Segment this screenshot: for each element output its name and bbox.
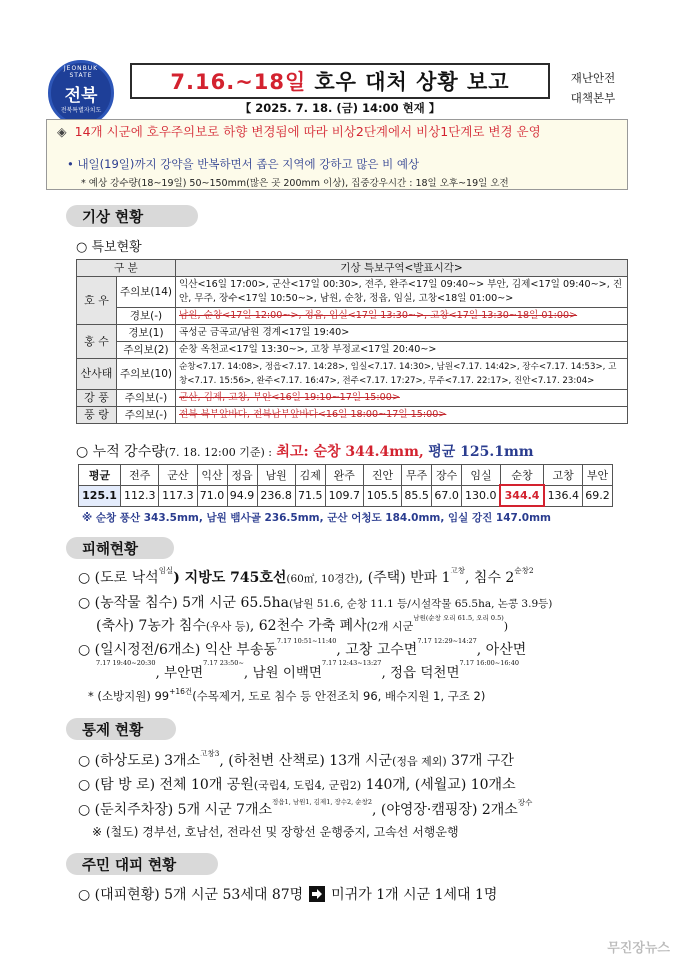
rainfall-time: (7. 18. 12:00 기준) : — [164, 446, 272, 459]
level-label: 주의보(-) — [117, 407, 176, 424]
damage-livestock-close: ) — [503, 620, 509, 633]
evac-not-returned: 미귀가 1개 시군 1세대 1명 — [331, 887, 498, 903]
warning-status-label: ○ 특보현황 — [76, 240, 142, 255]
outage-label: ○ (일시정전/6개소) 익산 부송동 — [78, 642, 277, 658]
control-line-parking — [78, 799, 532, 819]
table-row — [77, 390, 628, 407]
rainfall-header-cell: 임실 — [462, 465, 501, 486]
control-line-trail — [78, 774, 516, 794]
rainfall-value-cell: 71.0 — [197, 485, 227, 506]
table-row — [77, 308, 628, 325]
damage-livestock-death: , 62천수 가축 폐사 — [249, 618, 367, 634]
rainfall-header-cell: 순창 — [500, 465, 543, 486]
logo-main-text: 전북 — [64, 86, 98, 106]
rainfall-header-cell: 김제 — [295, 465, 325, 486]
agency-line-1: 재난안전 — [570, 71, 616, 85]
rainfall-table — [78, 464, 613, 507]
outage-gochang: , 고창 고수면 — [336, 642, 418, 658]
control-parks-count: 140개, (세월교) 10개소 — [361, 777, 516, 793]
control-riverbed-sup: 고창3 — [200, 749, 220, 758]
category-heavy-rain: 호 우 — [77, 277, 117, 325]
control-railway: ※ (철도) 경부선, 호남선, 전라선 및 장항선 운행중지, 고속선 서행운행 — [92, 825, 459, 839]
rainfall-lead: ○ 누적 강수량 — [76, 444, 165, 460]
title-date-range: 7.16.~18일 — [170, 70, 307, 94]
watermark: 무진장뉴스 — [607, 941, 670, 956]
rainfall-value-cell: 71.5 — [295, 485, 325, 506]
damage-house: , (주택) 반파 1 — [358, 570, 451, 586]
rainfall-header-cell: 완주 — [325, 465, 363, 486]
agency-name — [563, 68, 623, 108]
rainfall-note: ※ 순창 풍산 343.5mm, 남원 뱀사골 236.5mm, 군산 어청도 184.0mm, 임실 강진 147.0mm — [82, 512, 551, 524]
damage-livestock-detail: (우사 등) — [205, 620, 250, 633]
damage-road-detail: (60㎡, 10경간) — [286, 573, 359, 585]
damage-crops: ○ (농작물 침수) 5개 시군 65.5ha — [78, 595, 290, 611]
rainfall-header-cell: 부안 — [582, 465, 612, 486]
level-label: 주의보(-) — [117, 390, 176, 407]
rainfall-avg: 평균 125.1mm — [428, 444, 534, 460]
evac-status: ○ (대피현황) 5개 시군 53세대 87명 — [78, 887, 304, 903]
section-control: 통제 현황 — [66, 718, 176, 740]
table-row — [77, 342, 628, 359]
category-wave: 풍 랑 — [77, 407, 117, 424]
rainfall-header-row — [79, 465, 613, 486]
outage-buan: , 부안면 — [155, 665, 204, 681]
agency-line-2: 대책본부 — [570, 91, 616, 105]
rainfall-header-cell: 고창 — [544, 465, 583, 486]
outage-sup-2: 7.17 12:29~14:27 — [417, 637, 477, 645]
rainfall-value-row — [79, 485, 613, 506]
level-label: 주의보(2) — [117, 342, 176, 359]
table-header-division: 구 분 — [77, 260, 176, 277]
rainfall-value-cell: 69.2 — [582, 485, 612, 506]
rainfall-value-cell: 94.9 — [227, 485, 257, 506]
outage-sup-6: 7.17 16:00~16:40 — [459, 659, 519, 667]
level-label: 경보(-) — [117, 308, 176, 325]
table-header-zone: 기상 특보구역<발표시각> — [175, 260, 627, 277]
rainfall-value-cell: 136.4 — [544, 485, 583, 506]
table-row — [77, 325, 628, 342]
rainfall-header-cell: 남원 — [257, 465, 295, 486]
damage-line-outage-2 — [96, 661, 519, 681]
rainfall-header-cell: 장수 — [432, 465, 462, 486]
warning-table — [76, 259, 628, 424]
rainfall-header-cell: 익산 — [197, 465, 227, 486]
rainfall-header-cell: 정읍 — [227, 465, 257, 486]
damage-line-outage — [78, 639, 526, 659]
damage-house-sup: 고창 — [450, 566, 466, 575]
fire-support-detail: (수목제거, 도로 침수 등 안전조치 96, 배수지원 1, 구조 2) — [192, 689, 486, 703]
category-flood: 홍 수 — [77, 325, 117, 359]
title-text: 호우 대처 상황 보고 — [314, 70, 510, 94]
damage-livestock-area: (2개 시군 — [366, 620, 414, 633]
control-trail-count: 37개 구간 — [446, 753, 514, 769]
outage-asan: , 아산면 — [476, 642, 527, 658]
table-row — [77, 407, 628, 424]
damage-line-road — [78, 567, 534, 587]
outage-sup-5: 7.17 12:43~13:27 — [321, 659, 382, 667]
category-landslide: 산사태 — [77, 359, 117, 390]
damage-line-crops — [78, 592, 552, 612]
logo-sub-text: 전북특별자치도 — [60, 107, 102, 114]
table-header-row — [77, 260, 628, 277]
damage-livestock: (축사) 7농가 침수 — [96, 618, 206, 634]
report-title — [130, 63, 550, 99]
zone-text: 익산<16일 17:00>, 군산<17일 00:30>, 전주, 완주<17일 09:40~> 부안, 김제<17일 09:40~>, 진안, 무주, 장수<17일 10:50~>, 남원, 순창, 정읍, 임실, 고창<18일 01:00~> — [175, 277, 627, 308]
control-camping-sup: 장수 — [517, 798, 533, 807]
rainfall-value-cell: 344.4 — [500, 485, 543, 506]
zone-text: 곡성군 금곡교/남원 경계<17일 19:40> — [175, 325, 627, 342]
level-label: 경보(1) — [117, 325, 176, 342]
table-row — [77, 359, 628, 390]
section-evacuation: 주민 대피 현황 — [66, 853, 218, 875]
control-parking-sup: 정읍1, 남원1, 김제1, 장수2, 순창2 — [272, 798, 372, 806]
damage-road-label: ○ (도로 낙석 — [78, 570, 159, 586]
rainfall-value-cell: 117.3 — [159, 485, 197, 506]
rainfall-header-cell: 무주 — [402, 465, 432, 486]
rainfall-value-cell: 67.0 — [432, 485, 462, 506]
category-gale: 강 풍 — [77, 390, 117, 407]
rainfall-value-cell: 112.3 — [121, 485, 159, 506]
damage-flood: , 침수 2 — [465, 570, 515, 586]
rainfall-value-cell: 85.5 — [402, 485, 432, 506]
zone-text-cancelled: 군산, 김제, 고창, 부안<16일 19:10~17일 15:00> — [175, 390, 627, 407]
table-row — [77, 277, 628, 308]
fire-support-sup: +16건 — [169, 687, 193, 696]
logo-arc-text: JEONBUK STATE — [63, 65, 99, 79]
diamond-bullet-icon: ◈ — [57, 124, 67, 139]
rainfall-header-cell: 군산 — [159, 465, 197, 486]
zone-text-cancelled: 남원, 순창<17일 12:00~>, 정읍, 임실<17일 13:30~>, 고창<17일 13:30~18일 01:00> — [175, 308, 627, 325]
evac-line — [78, 884, 497, 904]
jeonbuk-logo — [48, 60, 114, 126]
section-weather: 기상 현황 — [66, 205, 198, 227]
damage-line-fire — [88, 688, 485, 704]
control-parking: ○ (둔치주차장) 5개 시군 7개소 — [78, 802, 272, 818]
alert-main — [57, 123, 622, 140]
section-damage: 피해현황 — [66, 537, 174, 559]
control-trail: , (하천변 산책로) 13개 시군 — [219, 753, 393, 769]
damage-road-route: ) 지방도 745호선 — [173, 570, 287, 586]
zone-text-cancelled: 전북 북부앞바다, 전북남부앞바다<16일 18:00~17일 15:00> — [175, 407, 627, 424]
zone-text: 순창<7.17. 14:08>, 정읍<7.17. 14:28>, 임실<7.17. 14:30>, 남원<7.17. 14:42>, 장수<7.17. 14:53>, 고창<7.17. 15:56>, 완주<7.17. 16:47>, 전주<7.17. 17:27>, 무주<7.17. 22:17>, 진안<7.17. 23:04> — [175, 359, 627, 390]
control-riverbed: ○ (하상도로) 3개소 — [78, 753, 201, 769]
rainfall-value-cell: 130.0 — [462, 485, 501, 506]
rainfall-heading — [76, 441, 534, 461]
alert-forecast: • 내일(19일)까지 강약을 반복하면서 좁은 지역에 강하고 많은 비 예상 — [67, 157, 420, 171]
outage-sup-1: 7.17 10:51~11:40 — [276, 637, 337, 645]
rainfall-header-cell: 평균 — [79, 465, 121, 486]
control-trail-detail: (정읍 제외) — [392, 755, 447, 768]
rainfall-header-cell: 전주 — [121, 465, 159, 486]
control-parks: ○ (탐 방 로) 전체 10개 공원 — [78, 777, 254, 793]
outage-sup-4: 7.17 23:50~ — [203, 659, 244, 667]
rainfall-header-cell: 진안 — [363, 465, 401, 486]
rainfall-value-cell: 125.1 — [79, 485, 121, 506]
level-label: 주의보(10) — [117, 359, 176, 390]
control-camping: , (야영장·캠핑장) 2개소 — [372, 802, 518, 818]
arrow-right-icon — [309, 886, 325, 902]
rainfall-max: 최고: 순창 344.4mm, — [276, 444, 424, 460]
outage-namwon: , 남원 이백면 — [243, 665, 322, 681]
damage-line-livestock — [96, 615, 508, 635]
damage-flood-sup: 순창2 — [514, 566, 534, 575]
damage-livestock-sup: 남원(순창 오리 61.5, 오리 0.5) — [413, 614, 504, 622]
rainfall-value-cell: 236.8 — [257, 485, 295, 506]
alert-box — [46, 119, 628, 190]
zone-text: 순창 옥천교<17일 13:30~>, 고창 부정교<17일 20:40~> — [175, 342, 627, 359]
rainfall-value-cell: 109.7 — [325, 485, 363, 506]
alert-expected-rain: * 예상 강수량(18~19일) 50~150mm(많은 곳 200mm 이상), 집중강우시간 : 18일 오후~19일 오전 — [81, 178, 509, 189]
control-parks-detail: (국립4, 도립4, 군립2) — [253, 779, 362, 792]
report-datetime: 【 2025. 7. 18. (금) 14:00 현재 】 — [239, 101, 441, 115]
damage-road-sup: 임실 — [158, 566, 174, 575]
level-label: 주의보(14) — [117, 277, 176, 308]
damage-crops-detail: (남원 51.6, 순창 11.1 등/시설작물 65.5ha, 논콩 3.9등) — [289, 598, 553, 610]
control-line-riverbed — [78, 750, 514, 770]
outage-sup-3: 7.17 19:40~20:30 — [96, 659, 156, 667]
outage-jeongeup: , 정읍 덕천면 — [381, 665, 460, 681]
fire-support: * (소방지원) 99 — [88, 689, 170, 703]
alert-main-text: 14개 시군에 호우주의보로 하향 변경됨에 따라 비상2단계에서 비상1단계로 변경 운영 — [74, 124, 541, 139]
rainfall-value-cell: 105.5 — [363, 485, 401, 506]
